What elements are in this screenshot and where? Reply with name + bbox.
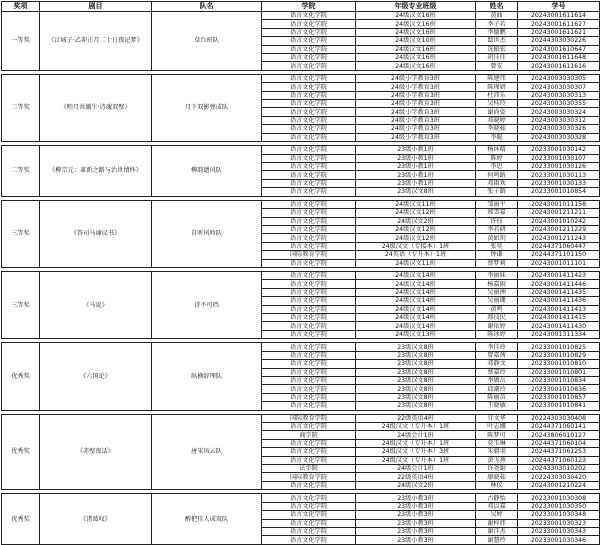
class-cell: 24级小学教育3班 [356, 125, 476, 133]
award-cell: 二等奖 [2, 146, 40, 196]
student-id-cell: 20243003030328 [518, 133, 600, 141]
college-cell: 语言文化学院 [262, 288, 356, 296]
college-cell: 语言文化学院 [262, 74, 356, 82]
class-cell: 23级汉文8班 [356, 351, 476, 359]
play-cell: 《明月共潮生·诗魂双璧》 [40, 74, 152, 141]
team-cell: 醉把佳人成双队 [152, 494, 262, 544]
student-id-cell: 20243001611616 [518, 62, 600, 70]
college-cell: 语言文化学院 [262, 234, 356, 242]
play-cell: 《赤壁夜话》 [40, 414, 152, 490]
student-id-cell: 20243001311334 [518, 330, 600, 338]
college-cell: 语言文化学院 [262, 402, 356, 410]
college-cell: 语言文化学院 [262, 385, 356, 393]
name-cell: 朱毅羽 [476, 448, 518, 456]
class-cell: 23级汉文8班 [356, 402, 476, 410]
class-cell: 24级汉文（专升本）1班 [356, 423, 476, 431]
student-id-cell: 20243001210224 [518, 481, 600, 489]
play-cell: 《六国论》 [40, 343, 152, 410]
name-cell: 谢梓炜 [476, 519, 518, 527]
name-cell: 郑技民 [476, 314, 518, 322]
table-row [2, 272, 600, 280]
name-cell: 吴桂玲 [476, 100, 518, 108]
college-cell: 语言文化学院 [262, 171, 356, 179]
class-cell: 23级小教3班 [356, 494, 476, 502]
class-cell: 24级汉文13班 [356, 330, 476, 338]
name-cell: 杜沛乐 [476, 91, 518, 99]
class-cell: 22级英语4班 [356, 414, 476, 422]
college-cell: 语言文化学院 [262, 272, 356, 280]
college-cell: 国际教育学院 [262, 251, 356, 259]
class-cell: 24级汉文2班 [356, 217, 476, 225]
college-cell: 语言文化学院 [262, 200, 356, 208]
class-cell: 24级汉文16班 [356, 20, 476, 28]
class-cell: 24级汉文2班 [356, 481, 476, 489]
student-id-cell: 20243003030324 [518, 108, 600, 116]
table-row [2, 414, 600, 422]
class-cell: 24级汉文12班 [356, 209, 476, 217]
student-id-cell: 20243001411423 [518, 272, 600, 280]
name-cell: 邱潮玲 [476, 385, 518, 393]
award-cell: 三等奖 [2, 272, 40, 339]
student-id-cell: 20244371060104 [518, 439, 600, 447]
college-cell: 语言文化学院 [262, 83, 356, 91]
class-cell: 24级会计1班 [356, 465, 476, 473]
name-cell: 李德鹏 [476, 28, 518, 36]
class-cell: 24级汉文（专接本）1班 [356, 242, 476, 250]
class-cell: 24级小学教育3班 [356, 91, 476, 99]
name-cell: 蔡梦莉 [476, 259, 518, 267]
name-cell: 林仪 [476, 481, 518, 489]
class-cell: 23级汉文8班 [356, 368, 476, 376]
name-cell: 钟谦 [476, 251, 518, 259]
name-cell: 李佳玲 [476, 343, 518, 351]
header-class: 年级专业班级 [356, 2, 476, 12]
student-id-cell: 20243001211211 [518, 209, 600, 217]
student-id-cell: 20243003030326 [518, 125, 600, 133]
name-cell: 李敏岳 [476, 376, 518, 384]
name-cell: 陈丽苗 [476, 393, 518, 401]
student-id-cell: 20244303030226 [518, 37, 600, 45]
college-cell: 语言文化学院 [262, 146, 356, 154]
play-cell: 《柳宗元：革新之路与治世情怀》 [40, 146, 152, 196]
name-cell: 张奕 [476, 242, 518, 250]
college-cell: 语言文化学院 [262, 536, 356, 544]
name-cell: 谢洋杰 [476, 527, 518, 535]
student-id-cell: 20243001610647 [518, 45, 600, 53]
student-id-cell: 20233001010810 [518, 360, 600, 368]
name-cell: 陈婷 [476, 154, 518, 162]
award-cell: 二等奖 [2, 74, 40, 141]
student-id-cell: 20233001030350 [518, 502, 600, 510]
name-cell: 李丽妹 [476, 272, 518, 280]
play-cell: 《马说》 [40, 272, 152, 339]
class-cell: 23级汉文8班 [356, 393, 476, 401]
class-cell: 23级小教1班 [356, 171, 476, 179]
college-cell: 语言文化学院 [262, 330, 356, 338]
award-cell: 优秀奖 [2, 343, 40, 410]
name-cell: 李思 [476, 163, 518, 171]
college-cell: 语言文化学院 [262, 100, 356, 108]
class-cell: 24级汉文11班 [356, 200, 476, 208]
name-cell: 莫玉琳 [476, 439, 518, 447]
college-cell: 语言文化学院 [262, 133, 356, 141]
name-cell: 杨嘉雨 [476, 280, 518, 288]
header-student-id: 学号 [518, 2, 600, 12]
student-id-cell: 20243001611614 [518, 12, 600, 20]
student-id-cell: 20233001030346 [518, 536, 600, 544]
name-cell: 邓雨欢 [476, 179, 518, 187]
class-cell: 24级汉文12班 [356, 234, 476, 242]
student-id-cell: 20243001411446 [518, 280, 600, 288]
name-cell: 何鸣路 [476, 171, 518, 179]
table-body [2, 12, 600, 545]
play-cell: 《答司马谏议书》 [40, 200, 152, 267]
name-cell: 王晓敏 [476, 402, 518, 410]
class-cell: 24级小学教育3班 [356, 83, 476, 91]
college-cell: 语言文化学院 [262, 179, 356, 187]
team-cell: 月下双影弹成队 [152, 74, 262, 141]
student-id-cell: 20233001010829 [518, 351, 600, 359]
name-cell: 陈瑾妍 [476, 83, 518, 91]
college-cell: 语言文化学院 [262, 393, 356, 401]
class-cell: 24级小学教育3班 [356, 116, 476, 124]
college-cell: 商学院 [262, 431, 356, 439]
class-cell: 23级小教1班 [356, 179, 476, 187]
name-cell: 邹丽平 [476, 200, 518, 208]
class-cell: 24级汉文14班 [356, 314, 476, 322]
name-cell: 蔡嘉玲 [476, 368, 518, 376]
student-id-cell: 20243806010127 [518, 431, 600, 439]
name-cell: 杨沐晴 [476, 146, 518, 154]
college-cell: 语言文化学院 [262, 163, 356, 171]
college-cell: 语言文化学院 [262, 297, 356, 305]
student-id-cell: 20233001010854 [518, 188, 600, 196]
college-cell: 语言文化学院 [262, 351, 356, 359]
student-id-cell: 20233001010857 [518, 393, 600, 401]
name-cell: 古静怡 [476, 494, 518, 502]
team-cell: 诗不可挡 [152, 272, 262, 339]
name-cell: 郑雪嘉 [476, 209, 518, 217]
award-cell: 一等奖 [2, 12, 40, 71]
college-cell: 语言文化学院 [262, 45, 356, 53]
student-id-cell: 20233001010836 [518, 385, 600, 393]
student-id-cell: 20233001030348 [518, 511, 600, 519]
class-cell: 24级汉文14班 [356, 280, 476, 288]
college-cell: 语言文化学院 [262, 154, 356, 162]
name-cell: 冼振宏 [476, 45, 518, 53]
name-cell: 邸世杰 [476, 37, 518, 45]
play-cell: 《江城子·乙卯正月二十日夜记梦》 [40, 12, 152, 71]
college-cell: 语言文化学院 [262, 439, 356, 447]
student-id-cell: 20243003030312 [518, 116, 600, 124]
header-row [2, 2, 600, 12]
student-id-cell: 20244371060123 [518, 456, 600, 464]
college-cell: 语言文化学院 [262, 280, 356, 288]
class-cell: 23级小教1班 [356, 146, 476, 154]
student-id-cell: 20224303030408 [518, 414, 600, 422]
student-id-cell: 20233001010825 [518, 343, 600, 351]
student-id-cell: 20224303030420 [518, 473, 600, 481]
table-row [2, 494, 600, 502]
student-id-cell: 20243003030355 [518, 100, 600, 108]
college-cell: 语言文化学院 [262, 62, 356, 70]
college-cell: 语言文化学院 [262, 376, 356, 384]
table-row [2, 200, 600, 208]
class-cell: 23级汉文8班 [356, 188, 476, 196]
header-name: 姓名 [476, 2, 518, 12]
student-id-cell: 20243001411435 [518, 288, 600, 296]
student-id-cell: 20243001611648 [518, 53, 600, 61]
college-cell: 语言文化学院 [262, 108, 356, 116]
team-cell: 唐宋风云队 [152, 414, 262, 490]
class-cell: 23级汉文8班 [356, 360, 476, 368]
college-cell: 语言文化学院 [262, 91, 356, 99]
student-id-cell: 20243001411413 [518, 305, 600, 313]
college-cell: 语言文化学院 [262, 125, 356, 133]
student-id-cell: 20233001030343 [518, 527, 600, 535]
class-cell: 24级汉文16班 [356, 62, 476, 70]
header-play: 剧目 [40, 2, 152, 12]
student-id-cell: 20243003030307 [518, 83, 600, 91]
student-id-cell: 20244371101150 [518, 251, 600, 259]
class-cell: 24级汉文16班 [356, 45, 476, 53]
student-id-cell: 20243303010202 [518, 465, 600, 473]
student-id-cell: 20244371061253 [518, 448, 600, 456]
class-cell: 24级汉文14班 [356, 297, 476, 305]
college-cell: 语言文化学院 [262, 360, 356, 368]
table-row [2, 74, 600, 82]
class-cell: 23级小教1班 [356, 154, 476, 162]
college-cell: 语言文化学院 [262, 259, 356, 267]
college-cell: 语言文化学院 [262, 188, 356, 196]
name-cell: 许钰 [476, 217, 518, 225]
name-cell: 谢慧玲 [476, 536, 518, 544]
college-cell: 语言文化学院 [262, 527, 356, 535]
college-cell: 法学院 [262, 465, 356, 473]
name-cell: 叶志娜 [476, 423, 518, 431]
name-cell: 曾嘉茜 [476, 351, 518, 359]
student-id-cell: 20243001011101 [518, 259, 600, 267]
name-cell: 吴丽珊 [476, 297, 518, 305]
student-id-cell: 20233001030142 [518, 146, 600, 154]
class-cell: 23级汉文8班 [356, 385, 476, 393]
team-cell: 自听风吟队 [152, 200, 262, 267]
name-cell: 陈梦可 [476, 431, 518, 439]
header-college: 学院 [262, 2, 356, 12]
student-id-cell: 20233001030107 [518, 154, 600, 162]
name-cell: 黄鸣 [476, 305, 518, 313]
college-cell: 语言文化学院 [262, 502, 356, 510]
name-cell: 谢依婷 [476, 322, 518, 330]
name-cell: 邓静文 [476, 360, 518, 368]
student-id-cell: 20233001030126 [518, 163, 600, 171]
class-cell: 23级小教3班 [356, 527, 476, 535]
college-cell: 语言文化学院 [262, 494, 356, 502]
student-id-cell: 20243001611621 [518, 28, 600, 36]
college-cell: 语言文化学院 [262, 20, 356, 28]
student-id-cell: 20243001611627 [518, 20, 600, 28]
student-id-cell: 20233001010841 [518, 402, 600, 410]
class-cell: 24级会计1班 [356, 431, 476, 439]
team-cell: 草台班队 [152, 12, 262, 71]
college-cell: 语言文化学院 [262, 423, 356, 431]
class-cell: 22级英语4班 [356, 473, 476, 481]
student-id-cell: 20233001030323 [518, 519, 600, 527]
name-cell: 黄如玥 [476, 234, 518, 242]
play-cell: 《诸葛叹》 [40, 494, 152, 544]
class-cell: 23级小教3班 [356, 519, 476, 527]
college-cell: 语言文化学院 [262, 12, 356, 20]
class-cell: 24级汉文16班 [356, 53, 476, 61]
college-cell: 语言文化学院 [262, 519, 356, 527]
class-cell: 24级汉文（专升本）1班 [356, 456, 476, 464]
college-cell: 语言文化学院 [262, 116, 356, 124]
student-id-cell: 20243003030313 [518, 91, 600, 99]
team-cell: 纵横辞理队 [152, 343, 262, 410]
class-cell: 24级汉文（专升本）3班 [356, 448, 476, 456]
table-row [2, 12, 600, 20]
name-cell: 曾安 [476, 62, 518, 70]
student-id-cell: 20243001211229 [518, 225, 600, 233]
student-id-cell: 20243001211243 [518, 234, 600, 242]
class-cell: 24级汉文14班 [356, 288, 476, 296]
name-cell: 胡佳佳 [476, 53, 518, 61]
name-cell: 黄曲 [476, 12, 518, 20]
class-cell: 24级汉文16班 [356, 12, 476, 20]
table-row [2, 343, 600, 351]
award-roster-table [1, 1, 600, 545]
student-id-cell: 20243001411436 [518, 297, 600, 305]
student-id-cell: 20233001010801 [518, 368, 600, 376]
student-id-cell: 20244371060447 [518, 242, 600, 250]
college-cell: 语言文化学院 [262, 217, 356, 225]
name-cell: 陈冰婷 [476, 330, 518, 338]
student-id-cell: 20243001010242 [518, 217, 600, 225]
class-cell: 24级汉文（专升本）1班 [356, 439, 476, 447]
college-cell: 语言文化学院 [262, 448, 356, 456]
student-id-cell: 20233001030133 [518, 179, 600, 187]
name-cell: 黄飞燕 [476, 456, 518, 464]
name-cell: 陈建伟 [476, 74, 518, 82]
header-award: 奖项 [2, 2, 40, 12]
name-cell: 李晓茹 [476, 125, 518, 133]
class-cell: 23级小教1班 [356, 163, 476, 171]
award-cell: 优秀奖 [2, 494, 40, 544]
name-cell: 李聪 [476, 133, 518, 141]
class-cell: 24级汉文14班 [356, 322, 476, 330]
class-cell: 24级汉文14班 [356, 272, 476, 280]
name-cell: 廖晓茹 [476, 473, 518, 481]
class-cell: 24级汉文11班 [356, 259, 476, 267]
student-id-cell: 20243003030305 [518, 74, 600, 82]
team-cell: 柳韵遗风队 [152, 146, 262, 196]
college-cell: 语言文化学院 [262, 225, 356, 233]
college-cell: 语言文化学院 [262, 511, 356, 519]
college-cell: 语言文化学院 [262, 209, 356, 217]
student-id-cell: 20233001010834 [518, 376, 600, 384]
name-cell: 谢尚姿 [476, 108, 518, 116]
college-cell: 语言文化学院 [262, 368, 356, 376]
college-cell: 语言文化学院 [262, 322, 356, 330]
name-cell: 吴丽洲 [476, 288, 518, 296]
name-cell: 邓以嘉 [476, 502, 518, 510]
name-cell: 李若研 [476, 225, 518, 233]
award-cell: 三等奖 [2, 200, 40, 267]
class-cell: 23级小教3班 [356, 511, 476, 519]
class-cell: 24级汉文12班 [356, 225, 476, 233]
student-id-cell: 20233001030113 [518, 171, 600, 179]
class-cell: 23级小教3班 [356, 536, 476, 544]
college-cell: 语言文化学院 [262, 481, 356, 489]
class-cell: 23级小教3班 [356, 502, 476, 510]
student-id-cell: 20243001011158 [518, 200, 600, 208]
class-cell: 24级小学教育3班 [356, 74, 476, 82]
header-team: 队名 [152, 2, 262, 12]
award-cell: 优秀奖 [2, 414, 40, 490]
college-cell: 语言文化学院 [262, 314, 356, 322]
college-cell: 语言文化学院 [262, 28, 356, 36]
class-cell: 24级小学教育3班 [356, 133, 476, 141]
student-id-cell: 20243001411415 [518, 314, 600, 322]
table-row [2, 146, 600, 154]
class-cell: 24级汉文10班 [356, 37, 476, 45]
class-cell: 23级汉文8班 [356, 376, 476, 384]
name-cell: 吴婷 [476, 511, 518, 519]
name-cell: 李子若 [476, 20, 518, 28]
college-cell: 语言文化学院 [262, 456, 356, 464]
class-cell: 24级小学教育3班 [356, 108, 476, 116]
class-cell: 23级汉文8班 [356, 343, 476, 351]
name-cell: 甘文华 [476, 414, 518, 422]
college-cell: 语言文化学院 [262, 242, 356, 250]
name-cell: 张子路 [476, 188, 518, 196]
college-cell: 国际教育学院 [262, 414, 356, 422]
college-cell: 语言文化学院 [262, 53, 356, 61]
name-cell: 邓晓婷 [476, 116, 518, 124]
student-id-cell: 20233001030308 [518, 494, 600, 502]
college-cell: 国际教育学院 [262, 473, 356, 481]
class-cell: 24级小学教育3班 [356, 100, 476, 108]
college-cell: 语言文化学院 [262, 343, 356, 351]
student-id-cell: 20243001411430 [518, 322, 600, 330]
college-cell: 语言文化学院 [262, 305, 356, 313]
class-cell: 24级汉文16班 [356, 28, 476, 36]
class-cell: 24级汉文14班 [356, 305, 476, 313]
student-id-cell: 20244371060141 [518, 423, 600, 431]
name-cell: 许尧娟 [476, 465, 518, 473]
class-cell: 24英语（专升本）1班 [356, 251, 476, 259]
college-cell: 语言文化学院 [262, 37, 356, 45]
